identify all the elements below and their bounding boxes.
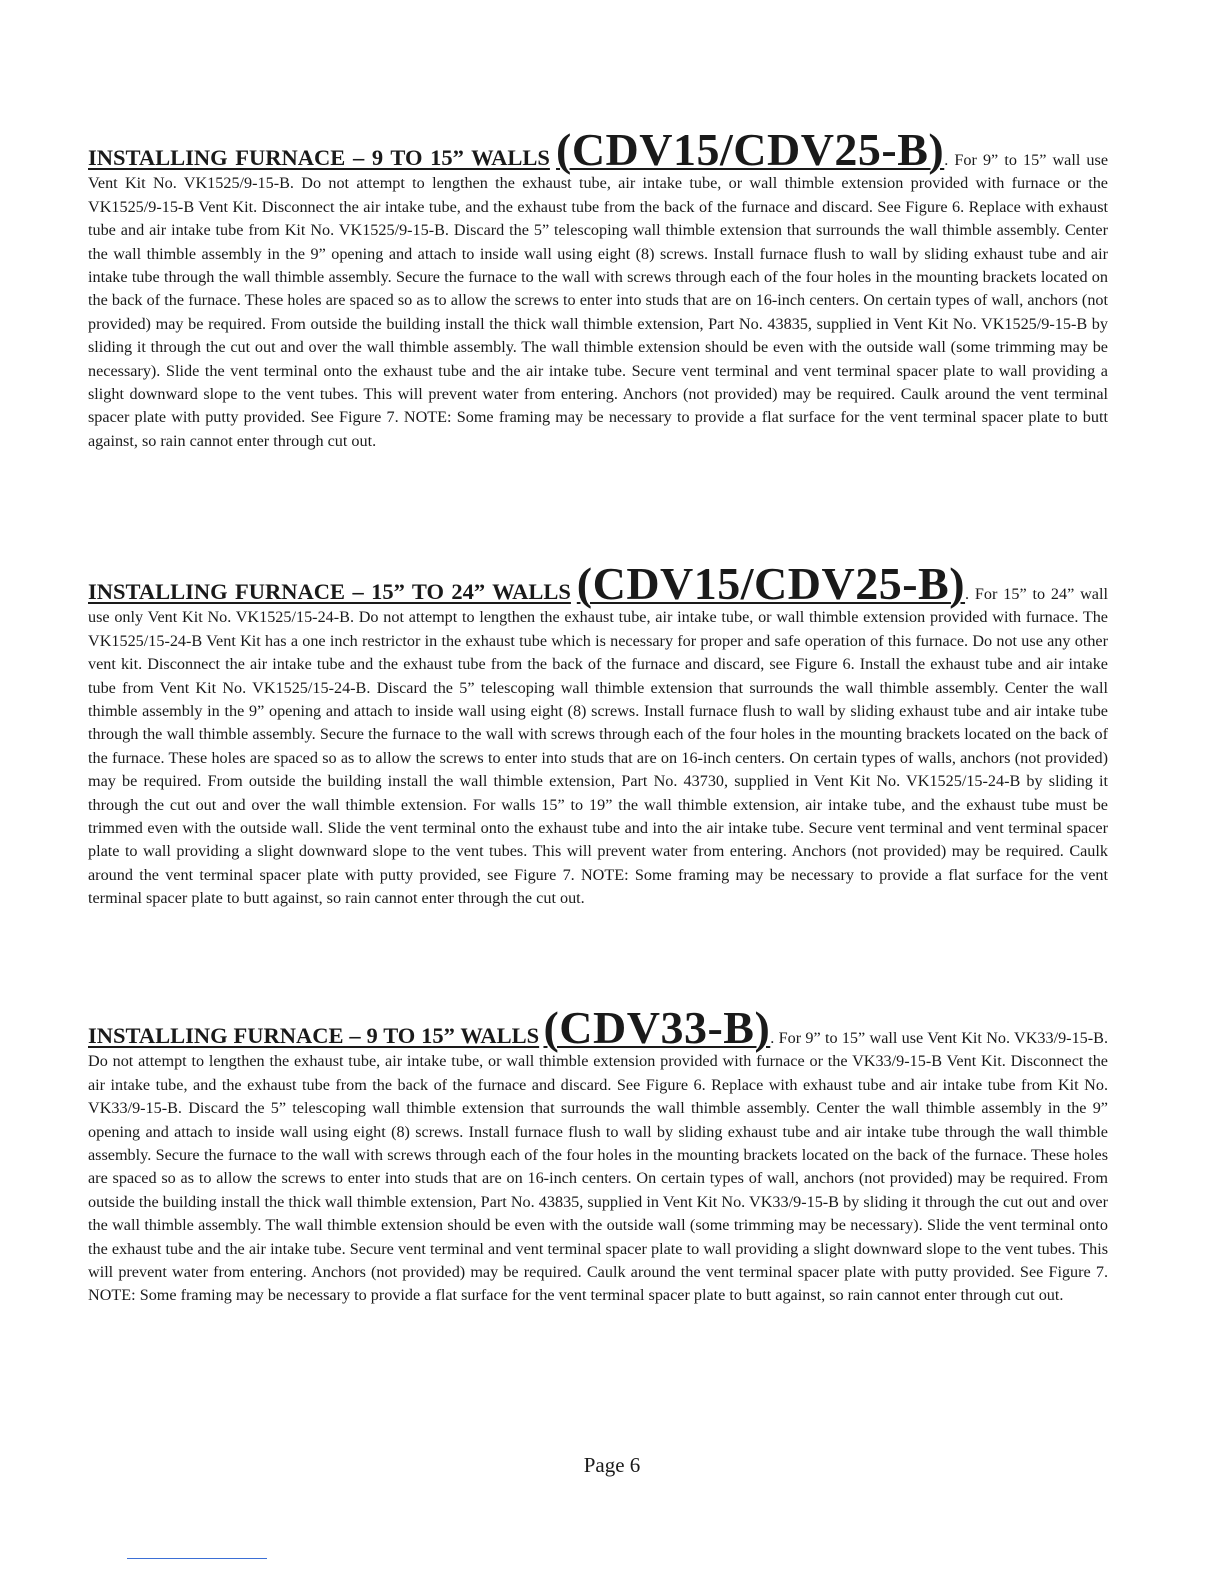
page-number: Page 6 <box>583 1453 641 1477</box>
model-number: (CDV15/CDV25-B) <box>576 558 966 609</box>
section-body: to 15” wall use Vent Kit No. VK1525/9-15-B. Do not attempt to lengthen the exhaust tube, air intake tube, or wall thimble extension provided with furnace or the VK1525/9-15-B Vent Kit. Disconnect the air intake tube, and the exhaust tube from the back of the furnace and discard. See Figure 6. Replace with exhaust tube and air intake tube from Kit No. VK1525/9-15-B. Discard the 5” telescoping wall thimble extension that surrounds the wall thimble assembly. Center the wall thimble assembly in the 9” opening and attach to inside wall using eight (8) screws. Install furnace flush to wall by sliding exhaust tube and air intake tube through the wall thimble assembly. Secure the furnace to the wall with screws through each of the four holes in the mounting brackets located on the back of the furnace. These holes are spaced so as to allow the screws to enter into studs that are on 16-inch centers. On certain types of wall, anchors (not provided) may be required. From outside the building install the thick wall thimble extension, Part No. 43835, supplied in Vent Kit No. VK1525/9-15-B by sliding it through the cut out and over the wall thimble assembly. The wall thimble extension should be even with the outside wall (some trimming may be necessary). Slide the vent terminal onto the exhaust tube and the air intake tube. Secure vent terminal and vent terminal spacer plate to wall providing a slight downward slope to the vent tubes. This will prevent water from entering. Anchors (not provided) may be required. Caulk around the vent terminal spacer plate with putty provided. See Figure 7. NOTE: Some framing may be necessary to provide a flat surface for the vent terminal spacer plate to butt against, so rain cannot enter through cut out. <box>88 151 1109 450</box>
footer-rule <box>127 1558 267 1559</box>
section-body: 15” to 24” wall use only Vent Kit No. VK1525/15-24-B. Do not attempt to lengthen the exhaust tube, air intake tube, or wall thimble extension provided with furnace. The VK1525/15-24-B Vent Kit has a one inch restrictor in the exhaust tube which is necessary for proper and safe operation of this furnace. Do not use any other vent kit. Disconnect the air intake tube and the exhaust tube from the back of the furnace and discard, see Figure 6. Install the exhaust tube and air intake tube from Vent Kit No. VK1525/15-24-B. Discard the 5” telescoping wall thimble extension that surrounds the wall thimble assembly. Center the wall thimble assembly in the 9” opening and attach to inside wall using eight (8) screws. Install furnace flush to wall by sliding exhaust tube and air intake tube through the wall thimble assembly. Secure the furnace to the wall with screws through each of the four holes in the mounting brackets located on the back of the furnace. These holes are spaced so as to allow the screws to enter into studs that are on 16-inch centers. On certain types of walls, anchors (not provided) may be required. From outside the building install the wall thimble extension, Part No. 43730, supplied in Vent Kit No. VK1525/15-24-B by sliding it through the cut out and over the wall thimble extension. For walls 15” to 19” the wall thimble extension, air intake tube, and the exhaust tube must be trimmed even with the outside wall. Slide the vent terminal onto the exhaust tube and into the air intake tube. Secure vent terminal and vent terminal spacer plate to wall providing a slight downward slope to the vent tubes. This will prevent water from entering. Anchors (not provided) may be required. Caulk around the vent terminal spacer plate with putty provided, see Figure 7. NOTE: Some framing may be necessary to provide a flat surface for the vent terminal spacer plate to butt against, so rain cannot enter through the cut out. <box>88 585 1108 908</box>
lead-in-text: . For 9” to 15” wall use Vent <box>770 1029 957 1047</box>
section-paragraph <box>88 1002 1108 1308</box>
section-heading: INSTALLING FURNACE – 9 TO 15” WALLS <box>88 145 550 170</box>
model-number: (CDV15/CDV25-B) <box>556 124 945 175</box>
section-heading: INSTALLING FURNACE – 15” TO 24” WALLS <box>88 579 571 604</box>
section-cdv15-cdv25-9-15 <box>88 124 1109 453</box>
lead-in-text: . For <box>965 585 998 603</box>
section-body: Kit No. VK33/9-15-B. Do not attempt to lengthen the exhaust tube, air intake tube, or wall thimble extension provided with furnace or the VK33/9-15-B Vent Kit. Disconnect the air intake tube, and the exhaust tube from the back of the furnace and discard. See Figure 6. Replace with exhaust tube and air intake tube from Kit No. VK33/9-15-B. Discard the 5” telescoping wall thimble extension that surrounds the wall thimble assembly. Center the wall thimble assembly in the 9” opening and attach to inside wall using eight (8) screws. Install furnace flush to wall by sliding exhaust tube and air intake tube through the wall thimble assembly. Secure the furnace to the wall with screws through each of the four holes in the mounting brackets located on the back of the furnace. These holes are spaced so as to allow the screws to enter into studs that are on 16-inch centers. On certain types of wall, anchors (not provided) may be required. From outside the building install the thick wall thimble extension, Part No. 43835, supplied in Vent Kit No. VK33/9-15-B by sliding it through the cut out and over the wall thimble assembly. The wall thimble extension should be even with the outside wall (some trimming may be necessary). Slide the vent terminal onto the exhaust tube and the air intake tube. Secure vent terminal and vent terminal spacer plate to wall providing a slight downward slope to the vent tubes. This will prevent water from entering. Anchors (not provided) may be required. Caulk around the vent terminal spacer plate with putty provided. See Figure 7. NOTE: Some framing may be necessary to provide a flat surface for the vent terminal spacer plate to butt against, so rain cannot enter through cut out. <box>88 1029 1108 1305</box>
section-paragraph <box>88 558 1108 911</box>
model-number: (CDV33-B) <box>543 1002 771 1053</box>
section-paragraph <box>88 124 1109 453</box>
section-heading: INSTALLING FURNACE – 9 TO 15” WALLS <box>88 1023 540 1048</box>
section-cdv33-9-15 <box>88 1002 1108 1308</box>
lead-in-text: . For 9” <box>944 151 999 169</box>
section-cdv15-cdv25-15-24 <box>88 558 1108 911</box>
